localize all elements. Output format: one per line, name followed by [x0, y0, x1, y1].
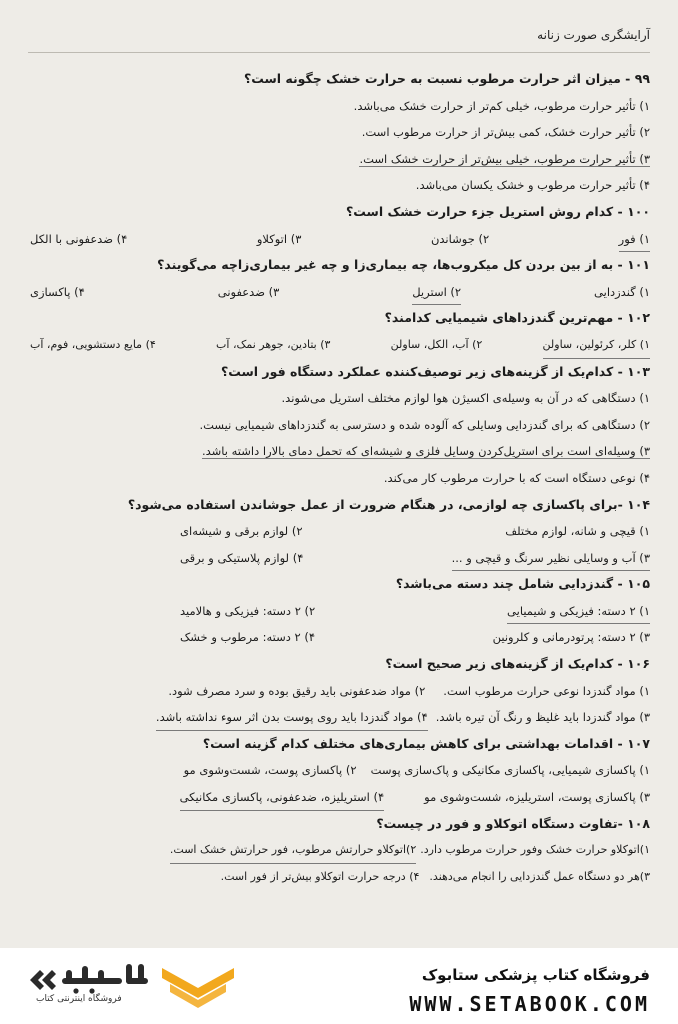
option: ۴) لوازم پلاستیکی و برقی [180, 550, 304, 565]
question-105: ۱۰۵ - گندزدایی شامل چند دسته می‌باشد؟ [395, 576, 650, 592]
option: ۱) گندزدایی [594, 284, 650, 299]
option: ۱) قیچی و شانه، لوازم مختلف [505, 524, 650, 539]
option: ۲) دستگاهی که برای گندزدایی وسایلی که آلوده شده و دسترسی به گندزداهای شیمیایی نیست. [199, 417, 650, 432]
question-106: ۱۰۶ - کدام‌یک از گزینه‌های زیر صحیح است؟ [385, 656, 650, 672]
option: ۳)هر دو دستگاه عمل گندزدایی را انجام می‌دهند. [429, 869, 650, 883]
question-104: ۱۰۴ -برای پاکسازی چه لوازمی، در هنگام ضرورت از عمل جوشاندن استفاده می‌شود؟ [127, 496, 650, 512]
question-list [30, 66, 650, 890]
question-103: ۱۰۳ - کدام‌یک از گزینه‌های زیر توصیف‌کننده عملکرد دستگاه فور است؟ [221, 363, 650, 379]
option-answer: ۳) وسیله‌ای است برای استریل‌کردن وسایل فلزی و شیشه‌ای که تحمل دمای بالارا داشته باشد. [201, 444, 650, 459]
option: ۴) تأثیر حرارت مرطوب و خشک یکسان می‌باشد. [415, 178, 650, 193]
option: ۴) ضدعفونی با الکل [30, 231, 128, 246]
option: ۲) تأثیر حرارت خشک، کمی بیش‌تر از حرارت مرطوب است. [361, 125, 650, 140]
logo-tagline: فروشگاه اینترنتی کتاب [36, 994, 122, 1004]
page-header-title: آرایشگری صورت زنانه [537, 28, 650, 42]
option: ۴) مایع دستشویی، فوم، آب [30, 337, 156, 351]
option-answer: ۲)اتوکلاو حرارتش مرطوب، فور حرارتش خشک است. [170, 837, 416, 864]
option: ۲) مواد ضدعفونی باید رقیق بوده و سرد مصرف شود. [168, 683, 426, 698]
option-row [30, 598, 650, 625]
option-row [30, 279, 650, 306]
option-row [30, 784, 650, 811]
option-answer: ۱) فور [619, 226, 650, 253]
option: ۳) ضدعفونی [217, 284, 280, 299]
option: ۴) پاکسازی [30, 284, 85, 299]
question-108: ۱۰۸ -تفاوت دستگاه اتوکلاو و فور در چیست؟ [376, 815, 650, 831]
question-100: ۱۰۰ - کدام روش استریل جزء حرارت خشک است؟ [346, 203, 650, 219]
option: ۱) تأثیر حرارت مرطوب، خیلی کم‌تر از حرارت خشک می‌باشد. [353, 98, 650, 113]
option: ۲) پاکسازی پوست، شست‌وشوی مو [183, 763, 357, 778]
option-row [30, 864, 650, 891]
question-99: ۹۹ - میزان اثر حرارت مرطوب نسبت به حرارت خشک چگونه است؟ [244, 71, 650, 86]
option-answer: ۳) آب و وسایلی نظیر سرنگ و قیچی و ... [452, 545, 650, 572]
option: ۴) نوعی دستگاه است که با حرارت مرطوب کار می‌کند. [383, 470, 650, 485]
option: ۳) پاکسازی پوست، استریلیزه، شست‌وشوی مو [424, 790, 650, 805]
store-url-link[interactable]: WWW.SETABOOK.COM [409, 992, 650, 1016]
option: ۳) بتادین، جوهر نمک، آب [216, 337, 331, 351]
option: ۲) ۲ دسته: فیزیکی و هالامید [180, 603, 316, 618]
option-row [30, 678, 650, 705]
question-102: ۱۰۲ - مهم‌ترین گندزداهای شیمیایی کدامند؟ [384, 310, 650, 326]
option-answer: ۲) استریل [412, 279, 461, 306]
option-answer: ۴) استریلیزه، ضدعفونی، پاکسازی مکانیکی [180, 784, 385, 811]
option-row [30, 518, 650, 545]
option-answer: ۱) ۲ دسته: فیزیکی و شیمیایی [507, 598, 650, 625]
option: ۳) ۲ دسته: پرتودرمانی و کلرونین [492, 630, 650, 645]
option: ۳) اتوکلاو [256, 231, 302, 246]
option-row [30, 704, 650, 731]
option-answer: ۳) تأثیر حرارت مرطوب، خیلی بیش‌تر از حرارت خشک است. [359, 151, 650, 166]
option: ۲) آب، الکل، ساولن [390, 337, 483, 351]
header-divider [28, 52, 650, 53]
option: ۲) لوازم برقی و شیشه‌ای [180, 524, 303, 539]
option-row [30, 226, 650, 253]
question-107: ۱۰۷ - اقدامات بهداشتی برای کاهش بیماری‌های مختلف کدام گزینه است؟ [202, 735, 650, 751]
store-footer [0, 948, 678, 1024]
option: ۴) ۲ دسته: مرطوب و خشک [180, 630, 316, 645]
option-row [30, 757, 650, 784]
option: ۳) مواد گندزدا باید غلیظ و رنگ آن تیره باشد. [435, 710, 650, 725]
option-answer: ۱) کلر، کرئولین، ساولن [543, 332, 650, 359]
option-row [30, 332, 650, 359]
option-row [30, 545, 650, 572]
option-answer: ۴) مواد گندزدا باید روی پوست بدن اثر سوء نداشته باشد. [156, 704, 428, 731]
setabook-logo [22, 962, 272, 1016]
option-row [30, 624, 650, 651]
option: ۱) پاکسازی شیمیایی، پاکسازی مکانیکی و پاک‌سازی پوست [370, 763, 650, 778]
store-name: فروشگاه کتاب پزشکی ستابوک [421, 966, 650, 984]
option-row [30, 837, 650, 864]
option: ۲) جوشاندن [430, 231, 490, 246]
option: ۱) دستگاهی که در آن به وسیله‌ی اکسیژن هوا لوازم مختلف استریل می‌شوند. [281, 391, 650, 406]
option: ۱) مواد گندزدا نوعی حرارت مرطوب است. [443, 683, 650, 698]
question-101: ۱۰۱ - به از بین بردن کل میکروب‌ها، چه بیماری‌زا و چه غیر بیماری‌زا‌چه می‌گویند؟ [157, 257, 650, 273]
option: ۱)اتوکلاو حرارت خشک وفور حرارت مرطوب دارد. [420, 843, 650, 857]
option: ۴) درجه حرارت اتوکلاو بیش‌تر از فور است. [220, 869, 420, 883]
